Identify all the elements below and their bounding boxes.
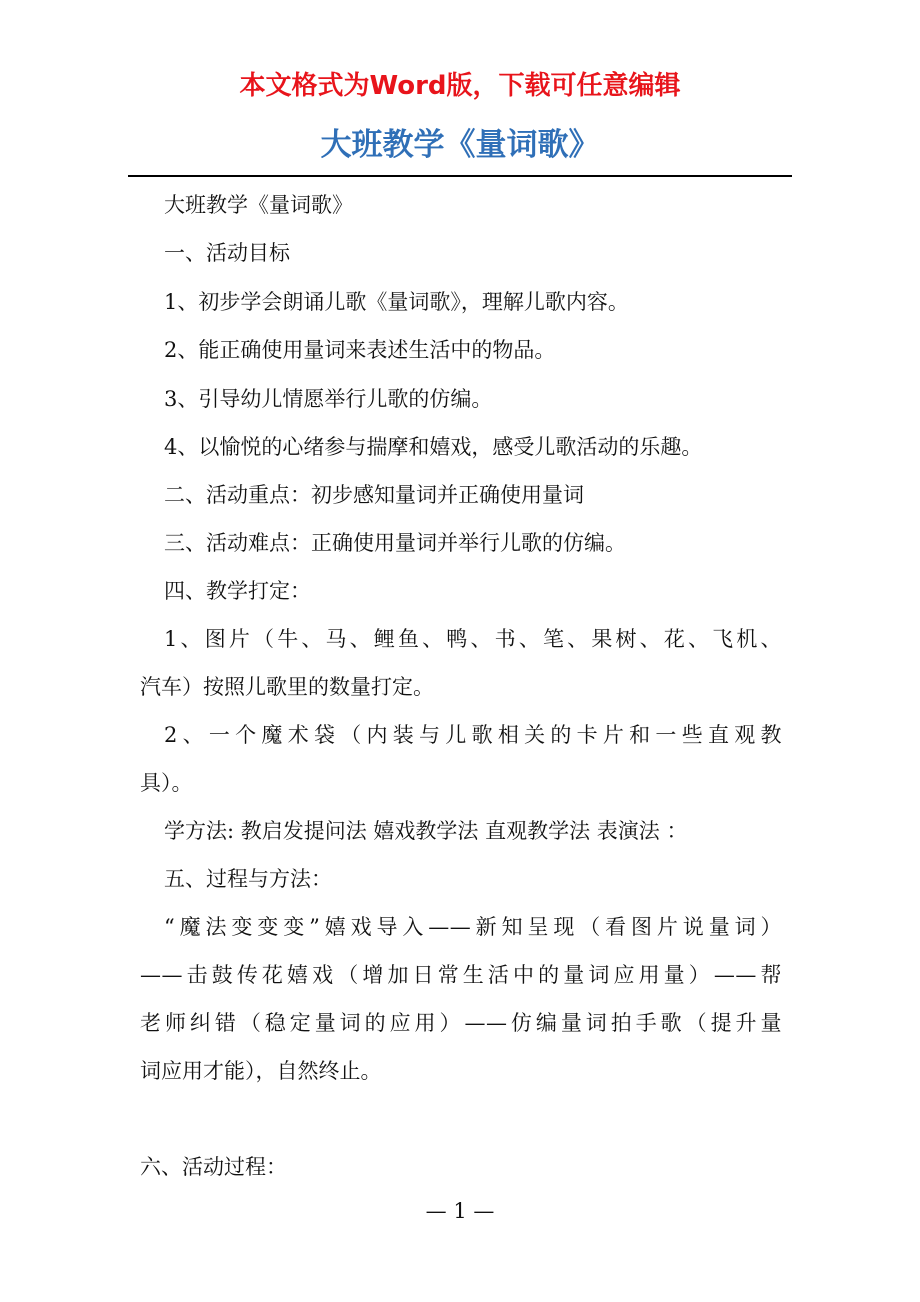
title-divider <box>128 175 792 177</box>
goal-item-1: 1、初步学会朗诵儿歌《量词歌》，理解儿歌内容。 <box>164 290 629 314</box>
goal-item-2: 2、能正确使用量词来表述生活中的物品。 <box>164 338 556 362</box>
section-difficulty: 三、活动难点：正确使用量词并举行儿歌的仿编。 <box>164 531 626 555</box>
section-heading-preparation: 四、教学打定： <box>164 579 311 603</box>
goal-item-3: 3、引导幼儿情愿举行儿歌的仿编。 <box>164 387 493 411</box>
process-line-2: ——击鼓传花嬉戏（增加日常生活中的量词应用量）——帮 <box>140 963 782 987</box>
page-number: — 1 — <box>425 1199 495 1223</box>
process-line-3: 老师纠错（稳定量词的应用）——仿编量词拍手歌（提升量 <box>140 1011 782 1035</box>
teaching-methods: 学方法: 教启发提问法 嬉戏教学法 直观教学法 表演法 ： <box>164 819 688 843</box>
prep-item-1-line-1: 1、图片（牛、马、鲤鱼、鸭、书、笔、果树、花、飞机、 <box>164 627 782 651</box>
page-title: 大班教学《量词歌》 <box>320 127 600 163</box>
section-heading-process: 五、过程与方法： <box>164 867 332 891</box>
process-line-4: 词应用才能），自然终止。 <box>140 1059 382 1083</box>
section-heading-activity-process: 六、活动过程： <box>140 1155 287 1179</box>
prep-item-2-line-2: 具）。 <box>140 771 193 795</box>
goal-item-4: 4、以愉悦的心绪参与揣摩和嬉戏，感受儿歌活动的乐趣。 <box>164 435 703 459</box>
section-heading-goals: 一、活动目标 <box>164 241 290 265</box>
prep-item-2-line-1: 2、一个魔术袋（内装与儿歌相关的卡片和一些直观教 <box>164 723 782 747</box>
section-focus: 二、活动重点：初步感知量词并正确使用量词 <box>164 483 584 507</box>
prep-item-1-line-2: 汽车）按照儿歌里的数量打定。 <box>140 675 434 699</box>
process-line-1: “魔法变变变”嬉戏导入——新知呈现（看图片说量词） <box>164 915 782 939</box>
format-notice-banner: 本文格式为Word版，下载可任意编辑 <box>239 71 681 101</box>
body-doc-title: 大班教学《量词歌》 <box>164 193 353 217</box>
